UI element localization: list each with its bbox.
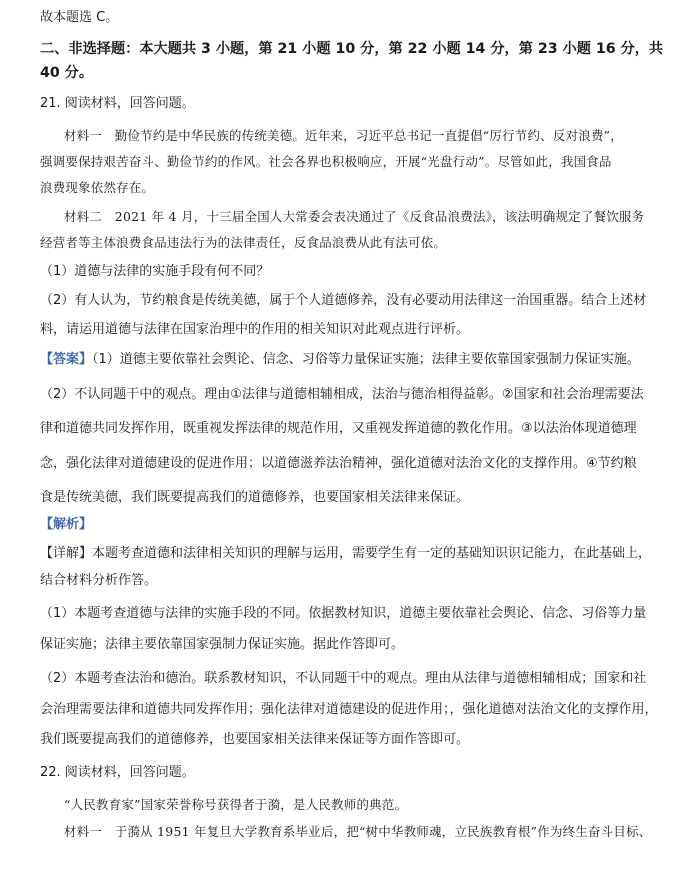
question-21-title: 21. 阅读材料，回答问题。: [40, 96, 195, 111]
material-intro-line: “人民教育家”国家荣誉称号获得者于漪，是人民教师的典范。: [64, 797, 408, 812]
answer-line: 律和道德共同发挥作用，既重视发挥法律的规范作用，又重视发挥道德的教化作用。③以法治体现道德理: [40, 421, 637, 436]
analysis-tag: 【解析】: [40, 517, 93, 532]
detail-line: 【详解】本题考查道德和法律相关知识的理解与运用，需要学生有一定的基础知识识记能力，在此基础上，: [40, 546, 652, 561]
detail-line: （1）本题考查道德与法律的实施手段的不同。依据教材知识，道德主要依靠社会舆论、信念、习俗等力量: [40, 606, 647, 621]
answer-line: [40, 351, 640, 369]
detail-line: 保证实施；法律主要依靠国家强制力保证实施。据此作答即可。: [40, 637, 405, 652]
material-two-line: 经营者等主体浪费食品违法行为的法律责任，反食品浪费从此有法可依。: [40, 235, 447, 250]
material-one-line: 材料一 于漪从 1951 年复旦大学教育系毕业后，把“树中华教师魂，立民族教育根”作为终生奋斗目标、: [64, 824, 652, 839]
answer-line: （2）不认同题干中的观点。理由①法律与道德相辅相成，法治与德治相得益彰。②国家和社会治理需要法: [40, 387, 644, 402]
detail-line: 我们既要提高我们的道德修养，也要国家相关法律来保证等方面作答即可。: [40, 732, 470, 747]
detail-line: 结合材料分析作答。: [40, 573, 158, 588]
material-one-line: 强调要保持艰苦奋斗、勤俭节约的作风。社会各界也积极响应，开展“光盘行动”。尽管如此，我国食品: [40, 154, 612, 169]
material-one-line: 浪费现象依然存在。: [40, 180, 155, 195]
detail-line: （2）本题考查法治和德治。联系教材知识，不认同题干中的观点。理由从法律与道德相辅相成；国家和社: [40, 671, 647, 686]
question-22-title: 22. 阅读材料，回答问题。: [40, 765, 195, 780]
answer-tag: 【答案】: [40, 352, 93, 367]
answer-line: 念，强化法律对道德建设的促进作用；以道德滋养法治精神，强化道德对法治文化的支撑作用。④节约粮: [40, 456, 637, 471]
sub-question-2: （2）有人认为，节约粮食是传统美德，属于个人道德修养，没有必要动用法律这一治国重器。结合上述材: [40, 293, 647, 308]
sub-question-1: （1）道德与法律的实施手段有何不同？: [40, 264, 270, 279]
material-one-line: 材料一 勤俭节约是中华民族的传统美德。近年来，习近平总书记一直提倡“厉行节约、反对浪费”，: [64, 128, 623, 143]
answer-text: （1）道德主要依靠社会舆论、信念、习俗等力量保证实施；法律主要依靠国家强制力保证实施。: [92, 352, 640, 367]
section-heading-cont: 40 分。: [40, 65, 94, 81]
section-heading: 二、非选择题：本大题共 3 小题，第 21 小题 10 分，第 22 小题 14 分，第 23 小题 16 分，共: [40, 41, 664, 57]
answer-line: 食是传统美德，我们既要提高我们的道德修养，也要国家相关法律来保证。: [40, 490, 470, 505]
material-two-line: 材料二 2021 年 4 月，十三届全国人大常委会表决通过了《反食品浪费法》，该法明确规定了餐饮服务: [64, 209, 645, 224]
sub-question-2-cont: 料，请运用道德与法律在国家治理中的作用的相关知识对此观点进行评析。: [40, 322, 470, 337]
answer-conclusion: 故本题选 C。: [40, 10, 119, 25]
detail-line: 会治理需要法律和道德共同发挥作用；强化法律对道德建设的促进作用；，强化道德对法治文化的支撑作用，: [40, 702, 658, 717]
